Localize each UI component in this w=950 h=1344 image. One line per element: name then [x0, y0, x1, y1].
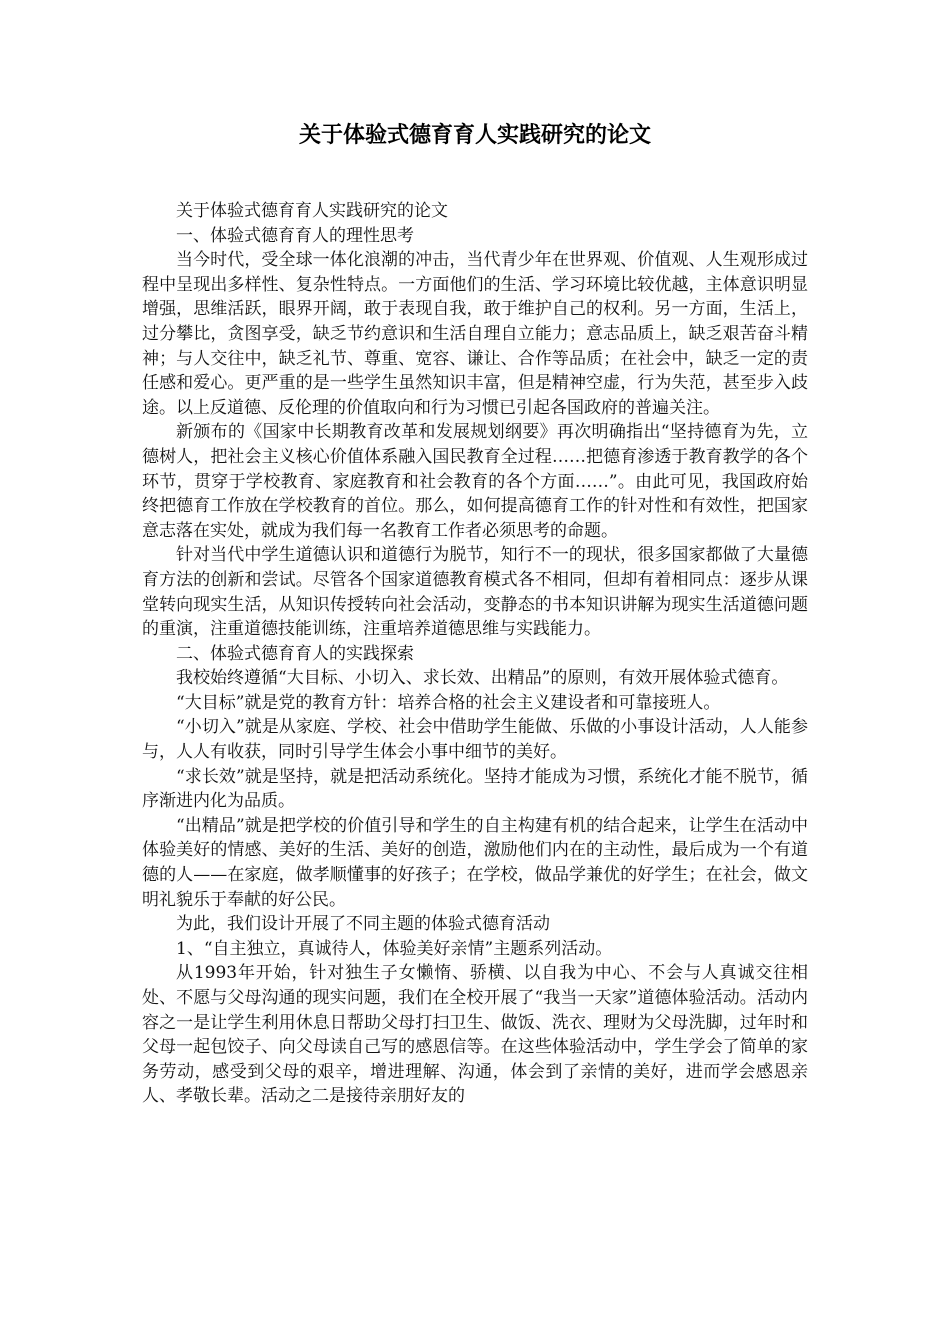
paragraph: “出精品”就是把学校的价值引导和学生的自主构建有机的结合起来，让学生在活动中体验美好的情感、美好的生活、美好的创造，激励他们内在的主动性，最后成为一个有道德的人——在家庭，做孝顺懂事的好孩子；在学校，做品学兼优的好学生；在社会，做文明礼貌乐于奉献的好公民。: [142, 815, 808, 910]
subsection-heading-1: 1、“自主独立，真诚待人，体验美好亲情”主题系列活动。: [176, 938, 613, 959]
paragraph: “大目标”就是党的教育方针：培养合格的社会主义建设者和可靠接班人。: [176, 692, 721, 713]
paragraph: 针对当代中学生道德认识和道德行为脱节，知行不一的现状，很多国家都做了大量德育方法的创新和尝试。尽管各个国家道德教育模式各不相同，但却有着相同点：逐步从课堂转向现实生活，从知识传授转向社会活动，变静态的书本知识讲解为现实生活道德问题的重演，注重道德技能训练，注重培养道德思维与实践能力。: [142, 545, 808, 640]
document-body: [142, 199, 808, 1109]
paragraph: 新颁布的《国家中长期教育改革和发展规划纲要》再次明确指出“坚持德育为先，立德树人，把社会主义核心价值体系融入国民教育全过程……把德育渗透于教育教学的各个环节，贯穿于学校教育、家庭教育和社会教育的各个方面……”。由此可见，我国政府始终把德育工作放在学校教育的首位。那么，如何提高德育工作的针对性和有效性，把国家意志落在实处，就成为我们每一名教育工作者必须思考的命题。: [142, 422, 808, 541]
paragraph: 为此，我们设计开展了不同主题的体验式德育活动: [176, 914, 550, 935]
paragraph: 我校始终遵循“大目标、小切入、求长效、出精品”的原则，有效开展体验式德育。: [176, 668, 789, 689]
section-heading-1: 一、体验式德育育人的理性思考: [176, 225, 414, 246]
document-title: 关于体验式德育育人实践研究的论文: [298, 122, 651, 148]
paragraph: “小切入”就是从家庭、学校、社会中借助学生能做、乐做的小事设计活动，人人能参与，人人有收获，同时引导学生体会小事中细节的美好。: [142, 717, 808, 763]
paragraph: “求长效”就是坚持，就是把活动系统化。坚持才能成为习惯，系统化才能不脱节，循序渐进内化为品质。: [142, 766, 808, 812]
paragraph: 当今时代，受全球一体化浪潮的冲击，当代青少年在世界观、价值观、人生观形成过程中呈现出多样性、复杂性特点。一方面他们的生活、学习环境比较优越，主体意识明显增强，思维活跃，眼界开阔，敢于表现自我，敢于维护自己的权利。另一方面，生活上，过分攀比，贪图享受，缺乏节约意识和生活自理自立能力；意志品质上，缺乏艰苦奋斗精神；与人交往中，缺乏礼节、尊重、宽容、谦让、合作等品质；在社会中，缺乏一定的责任感和爱心。更严重的是一些学生虽然知识丰富，但是精神空虚，行为失范，甚至步入歧途。以上反道德、反伦理的价值取向和行为习惯已引起各国政府的普遍关注。: [142, 250, 808, 418]
paragraph: 从1993年开始，针对独生子女懒惰、骄横、以自我为中心、不会与人真诚交往相处、不愿与父母沟通的现实问题，我们在全校开展了“我当一天家”道德体验活动。活动内容之一是让学生利用休息日帮助父母打扫卫生、做饭、洗衣、理财为父母洗脚，过年时和父母一起包饺子、向父母读自己写的感恩信等。在这些体验活动中，学生学会了简单的家务劳动，感受到父母的艰辛，增进理解、沟通，体会到了亲情的美好，进而学会感恩亲人、孝敬长辈。活动之二是接待亲朋好友的: [142, 963, 808, 1107]
section-heading-2: 二、体验式德育育人的实践探索: [176, 643, 414, 664]
paragraph-subtitle: 关于体验式德育育人实践研究的论文: [176, 201, 448, 221]
